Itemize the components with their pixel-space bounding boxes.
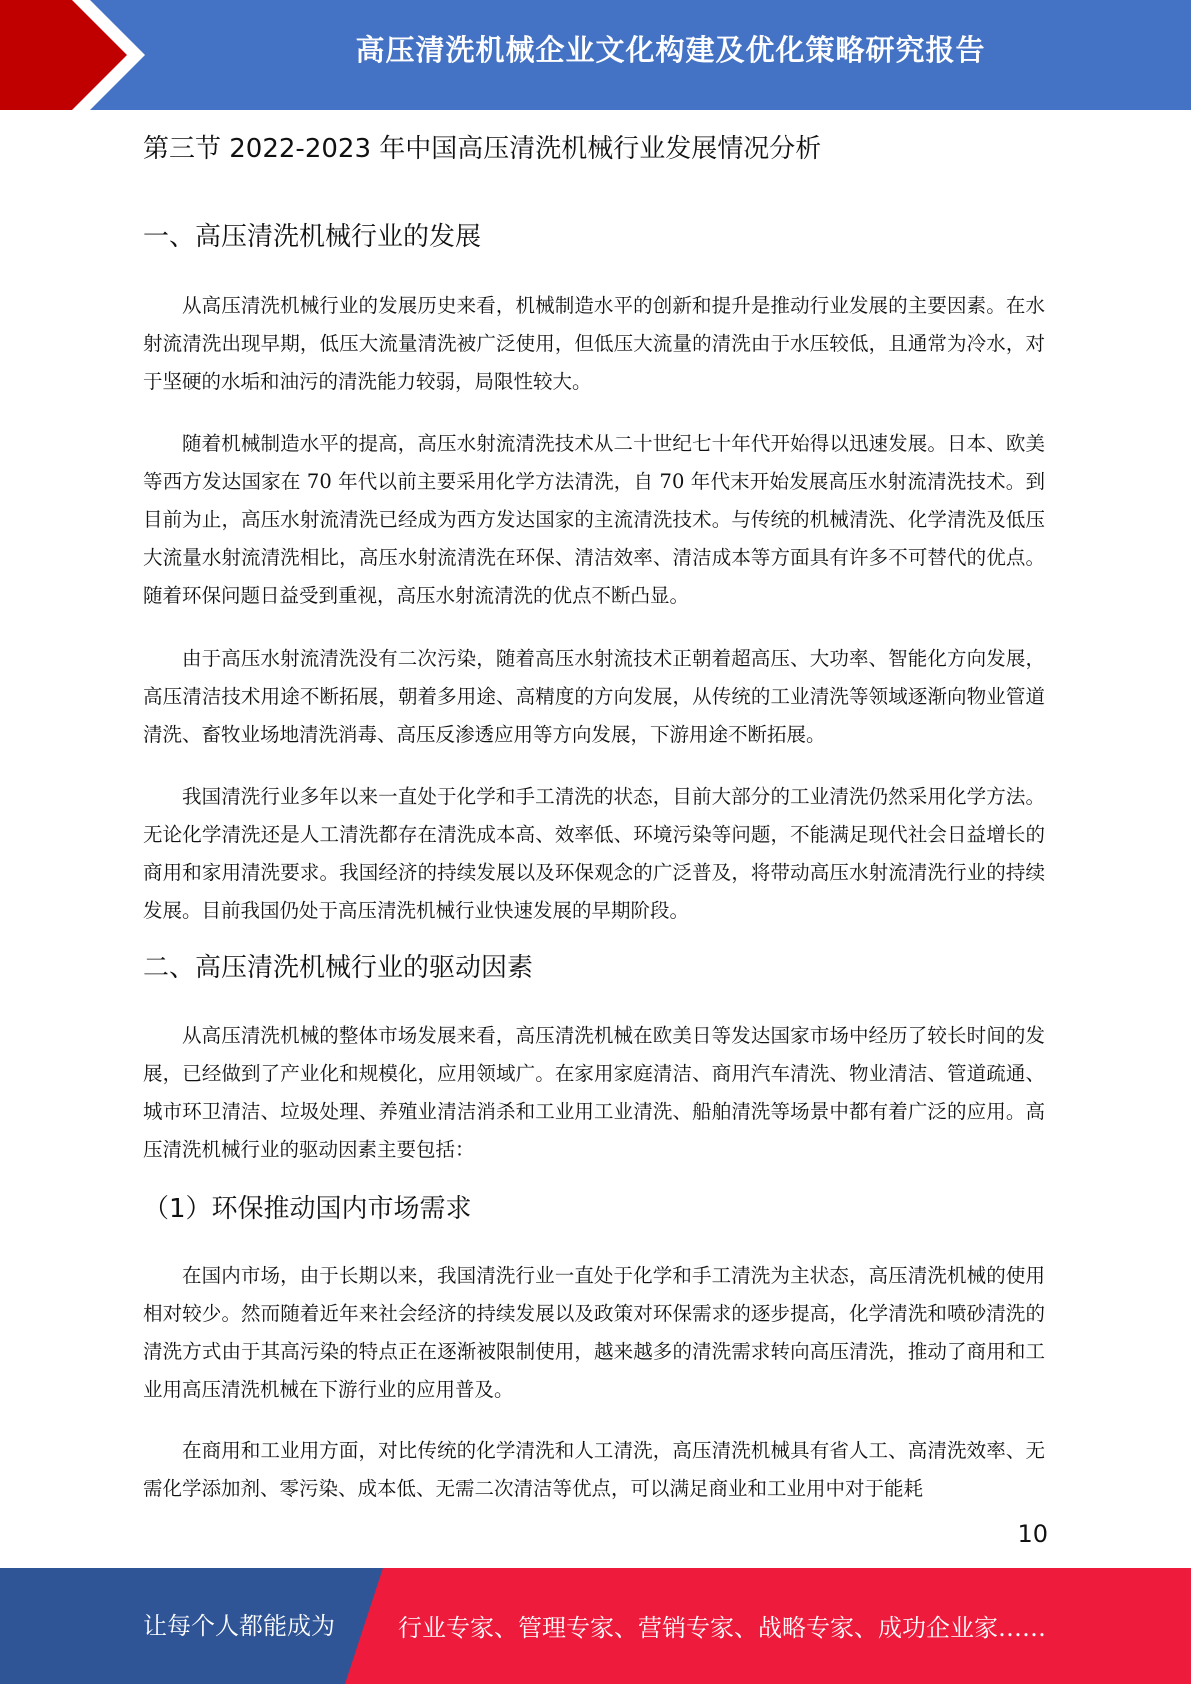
- footer-slogan-right: 行业专家、管理专家、营销专家、战略专家、成功企业家……: [398, 1614, 1046, 1642]
- paragraph: 在国内市场，由于长期以来，我国清洗行业一直处于化学和手工清洗为主状态，高压清洗机械的使用相对较少。然而随着近年来社会经济的持续发展以及政策对环保需求的逐步提高，化学清洗和喷砂清洗的清洗方式由于其高污染的特点正在逐渐被限制使用，越来越多的清洗需求转向高压清洗，推动了商用和工业用高压清洗机械在下游行业的应用普及。: [143, 1264, 1045, 1401]
- paragraph: 由于高压水射流清洗没有二次污染，随着高压水射流技术正朝着超高压、大功率、智能化方向发展，高压清洁技术用途不断拓展，朝着多用途、高精度的方向发展，从传统的工业清洗等领域逐渐向物业管道清洗、畜牧业场地清洗消毒、高压反渗透应用等方向发展，下游用途不断拓展。: [143, 647, 1045, 746]
- paragraph: 从高压清洗机械行业的发展历史来看，机械制造水平的创新和提升是推动行业发展的主要因素。在水射流清洗出现早期，低压大流量清洗被广泛使用，但低压大流量的清洗由于水压较低，且通常为冷水，对于坚硬的水垢和油污的清洗能力较弱，局限性较大。: [143, 294, 1045, 393]
- page-number: 10: [1017, 1520, 1048, 1548]
- part1-heading: 一、高压清洗机械行业的发展: [143, 222, 482, 252]
- page-header: [0, 0, 1191, 110]
- footer-slogan-left: 让每个人都能成为: [143, 1612, 335, 1640]
- paragraph: 在商用和工业用方面，对比传统的化学清洗和人工清洗，高压清洗机械具有省人工、高清洗效率、无需化学添加剂、零污染、成本低、无需二次清洁等优点，可以满足商业和工业用中对于能耗: [143, 1439, 1045, 1500]
- part2-heading: 二、高压清洗机械行业的驱动因素: [143, 953, 534, 983]
- header-arrow-decoration: [0, 0, 170, 110]
- paragraph: 从高压清洗机械的整体市场发展来看，高压清洗机械在欧美日等发达国家市场中经历了较长时间的发展，已经做到了产业化和规模化，应用领域广。在家用家庭清洁、商用汽车清洗、物业清洁、管道疏通、城市环卫清洁、垃圾处理、养殖业清洁消杀和工业用工业清洗、船舶清洗等场景中都有着广泛的应用。高压清洗机械行业的驱动因素主要包括：: [143, 1024, 1045, 1161]
- page-footer: [0, 1568, 1191, 1684]
- subsection-heading: （1）环保推动国内市场需求: [143, 1194, 472, 1224]
- report-title: 高压清洗机械企业文化构建及优化策略研究报告: [355, 33, 986, 67]
- paragraph: 我国清洗行业多年以来一直处于化学和手工清洗的状态，目前大部分的工业清洗仍然采用化学方法。无论化学清洗还是人工清洗都存在清洗成本高、效率低、环境污染等问题，不能满足现代社会日益增长的商用和家用清洗要求。我国经济的持续发展以及环保观念的广泛普及，将带动高压水射流清洗行业的持续发展。目前我国仍处于高压清洗机械行业快速发展的早期阶段。: [143, 785, 1045, 922]
- paragraph: 随着机械制造水平的提高，高压水射流清洗技术从二十世纪七十年代开始得以迅速发展。日本、欧美等西方发达国家在 70 年代以前主要采用化学方法清洗，自 70 年代末开始发展高压水射流清洗技术。到目前为止，高压水射流清洗已经成为西方发达国家的主流清洗技术。与传统的机械清洗、化学清洗及低压大流量水射流清洗相比，高压水射流清洗在环保、清洁效率、清洁成本等方面具有许多不可替代的优点。随着环保问题日益受到重视，高压水射流清洗的优点不断凸显。: [143, 432, 1045, 607]
- section-title: 第三节 2022-2023 年中国高压清洗机械行业发展情况分析: [143, 134, 822, 164]
